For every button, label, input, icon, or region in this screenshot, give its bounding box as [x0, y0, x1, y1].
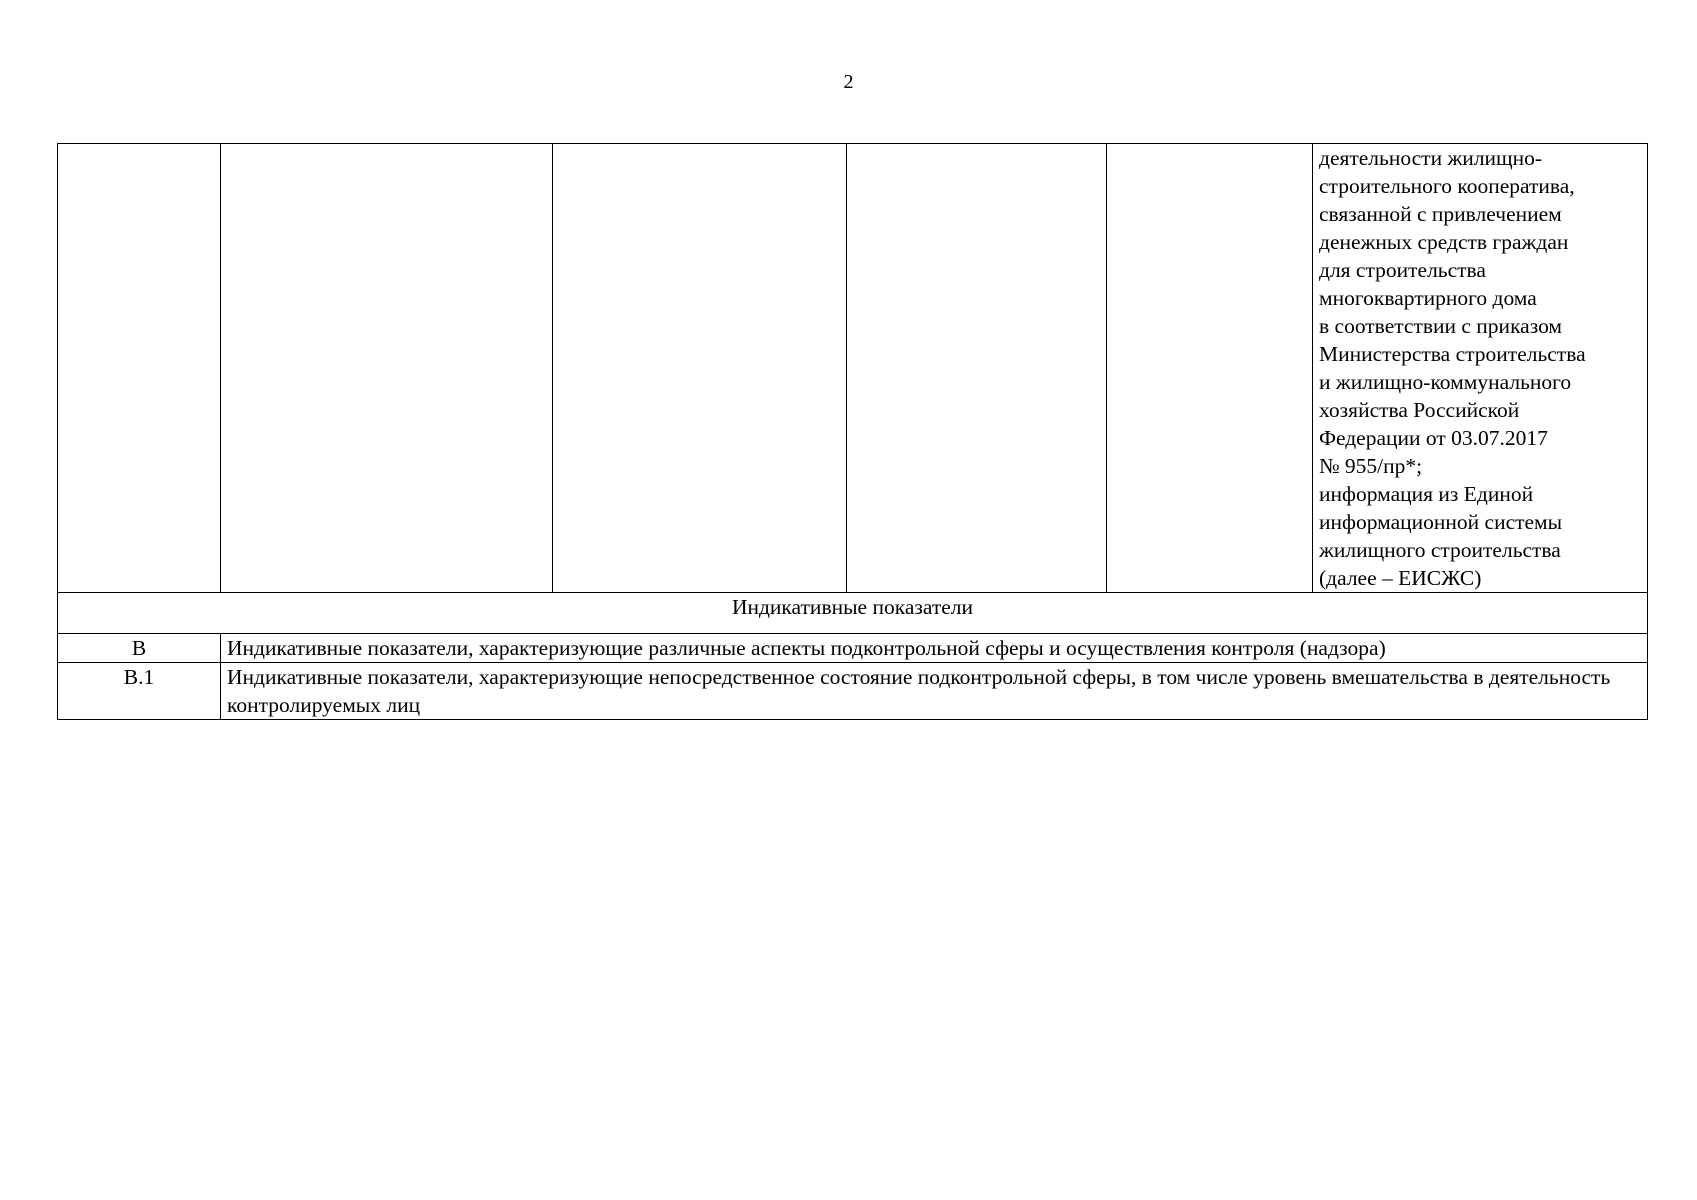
data-source-line: Федерации от 03.07.2017 — [1319, 426, 1548, 450]
table-cell-col3 — [553, 144, 847, 593]
data-source-line: строительного кооператива, — [1319, 174, 1575, 198]
data-source-line: в соответствии с приказом — [1319, 314, 1563, 338]
table-row-continued — [58, 144, 1648, 593]
table-row — [58, 663, 1648, 720]
data-source-line: Министерства строительства — [1319, 342, 1586, 366]
section-title: Индикативные показатели — [58, 593, 1648, 634]
data-source-line: № 955/пр*; — [1319, 454, 1423, 478]
table-cell-col5 — [1107, 144, 1313, 593]
table-cell-col4 — [847, 144, 1107, 593]
row-description: Индикативные показатели, характеризующие различные аспекты подконтрольной сферы и осуществления контроля (надзора) — [221, 634, 1648, 663]
table-cell-data-source — [1313, 144, 1648, 593]
table-row — [58, 634, 1648, 663]
indicators-table — [57, 143, 1648, 720]
data-source-line: (далее – ЕИСЖС) — [1319, 566, 1482, 590]
row-code: B — [58, 634, 221, 663]
data-source-line: денежных средств граждан — [1319, 230, 1569, 254]
table-cell-col1 — [58, 144, 221, 593]
data-source-line: для строительства — [1319, 258, 1486, 282]
row-code: B.1 — [58, 663, 221, 720]
page-number: 2 — [843, 71, 854, 93]
table-row-section — [58, 593, 1648, 634]
data-source-line: информационной системы — [1319, 510, 1563, 534]
data-source-line: информация из Единой — [1319, 482, 1534, 506]
table-cell-col2 — [221, 144, 553, 593]
data-source-line: деятельности жилищно- — [1319, 146, 1543, 170]
data-source-line: хозяйства Российской — [1319, 398, 1520, 422]
data-source-line: связанной с привлечением — [1319, 202, 1562, 226]
data-source-line: жилищного строительства — [1319, 538, 1561, 562]
data-source-line: многоквартирного дома — [1319, 286, 1537, 310]
row-description: Индикативные показатели, характеризующие непосредственное состояние подконтрольной сферы, в том числе уровень вмешательства в деятельность контролируемых лиц — [221, 663, 1648, 720]
data-source-line: и жилищно-коммунального — [1319, 370, 1572, 394]
